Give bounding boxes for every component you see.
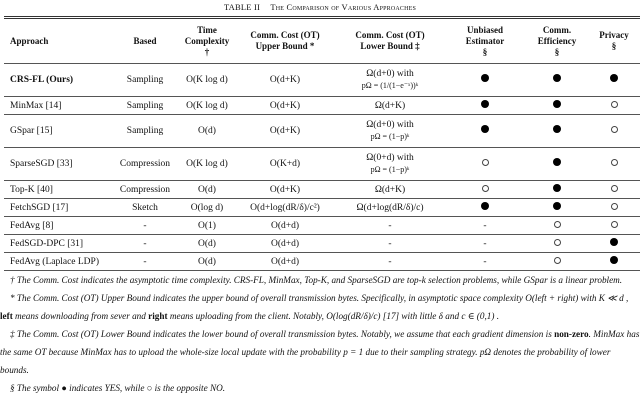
empty-circle-icon (611, 203, 618, 210)
note-text: * The Comm. Cost (OT) Upper Bound indicates the upper bound of overall transmission bytes. Specifically, in asymptotic space complexity O(left + right) with K ≪ d , (10, 293, 629, 303)
time-complexity-cell: O(d) (198, 184, 216, 195)
note-text: ‡ The Comm. Cost (OT) Lower Bound indicates the lower bound of overall transmission bytes. Notably, we assume that each gradient dimension is (10, 329, 555, 339)
unbiased-cell: - (483, 238, 487, 249)
efficiency-cell (526, 253, 588, 271)
empty-circle-icon (554, 239, 561, 246)
column-header (444, 18, 526, 64)
header-text: Based (133, 35, 157, 46)
privacy-cell (588, 199, 640, 217)
approach-cell: CRS-FL (Ours) (10, 75, 74, 85)
header-text: Lower Bound ‡ (360, 41, 420, 51)
upper-bound-cell: O(d+K) (269, 184, 301, 195)
approach-cell: GSpar [15] (10, 126, 53, 136)
based-cell: Compression (119, 184, 171, 195)
lower-bound-probability: pΩ = (1−p)ᵏ (370, 165, 410, 174)
privacy-cell (588, 253, 640, 271)
time-complexity-cell: O(d) (198, 238, 216, 249)
lower-bound-cell (336, 181, 444, 199)
filled-circle-icon (610, 74, 618, 82)
filled-circle-icon (553, 125, 561, 133)
table-row (4, 235, 640, 253)
lower-bound-cell (336, 199, 444, 217)
unbiased-cell (444, 115, 526, 148)
upper-bound-cell: O(d+d) (270, 238, 300, 249)
approach-cell: SparseSGD [33] (10, 159, 73, 169)
note-bold: right (148, 311, 168, 321)
filled-circle-icon (553, 100, 561, 108)
lower-bound-text: - (388, 220, 392, 231)
table-label: TABLE II (223, 2, 261, 12)
footnote-asterisk (0, 289, 640, 325)
unbiased-cell (444, 97, 526, 115)
filled-circle-icon (610, 238, 618, 246)
efficiency-cell (526, 115, 588, 148)
time-complexity-cell: O(K log d) (186, 159, 228, 169)
header-text: Privacy (599, 30, 629, 40)
based-cell: Sampling (126, 75, 164, 85)
unbiased-cell (444, 199, 526, 217)
lower-bound-cell (336, 235, 444, 253)
empty-circle-icon (611, 101, 618, 108)
table-row (4, 148, 640, 181)
filled-circle-icon (553, 184, 561, 192)
lower-bound-text: Ω(d+0) with (366, 120, 414, 130)
header-text: § (554, 46, 560, 57)
lower-bound-probability: pΩ = (1−p)ᵏ (370, 132, 410, 141)
filled-circle-icon (553, 74, 561, 82)
approach-cell: Top-K [40] (10, 184, 53, 195)
time-complexity-cell: O(K log d) (186, 100, 228, 111)
header-text: § (611, 41, 617, 51)
header-text: Complexity (184, 35, 230, 46)
privacy-cell (588, 64, 640, 97)
empty-circle-icon (611, 126, 618, 133)
column-header (4, 18, 110, 64)
table-row (4, 253, 640, 271)
header-text: Comm. Cost (OT) (355, 30, 425, 40)
upper-bound-cell: O(d+K) (269, 75, 301, 85)
column-header (526, 18, 588, 64)
table-row (4, 199, 640, 217)
time-complexity-cell: O(d) (198, 256, 216, 267)
lower-bound-text: - (388, 256, 392, 267)
filled-circle-icon (553, 158, 561, 166)
privacy-cell (588, 148, 640, 181)
unbiased-cell: - (483, 220, 487, 231)
lower-bound-text: Ω(d+K) (374, 184, 406, 195)
approach-cell: FedAvg [8] (10, 220, 54, 231)
based-cell: - (143, 256, 147, 267)
table-row (4, 97, 640, 115)
header-text: Comm. Cost (OT) (250, 30, 320, 40)
approach-cell: FedSGD-DPC [31] (10, 238, 84, 249)
based-cell: Sketch (132, 202, 158, 213)
table-row (4, 64, 640, 97)
upper-bound-cell: O(K+d) (269, 159, 301, 169)
footnotes (0, 271, 640, 397)
comparison-table (4, 16, 640, 271)
filled-circle-icon (481, 74, 489, 82)
efficiency-cell (526, 148, 588, 181)
lower-bound-text: Ω(0+d) with (366, 153, 414, 163)
unbiased-cell (444, 64, 526, 97)
lower-bound-cell (336, 97, 444, 115)
time-complexity-cell: O(d) (198, 126, 216, 136)
based-cell: Sampling (126, 100, 164, 111)
header-text: § (482, 46, 488, 57)
lower-bound-text: Ω(d+K) (374, 100, 406, 111)
header-row (4, 18, 640, 64)
header-text: † (204, 46, 210, 57)
upper-bound-cell: O(d+d) (270, 220, 300, 231)
header-text: Approach (10, 35, 49, 46)
efficiency-cell (526, 235, 588, 253)
empty-circle-icon (554, 257, 561, 264)
column-header (234, 18, 336, 64)
filled-circle-icon (553, 202, 561, 210)
lower-bound-cell (336, 253, 444, 271)
privacy-cell (588, 217, 640, 235)
header-text: Comm. (542, 24, 572, 35)
footnote-double-dagger (0, 325, 640, 379)
header-text: Unbiased (466, 24, 503, 35)
efficiency-cell (526, 199, 588, 217)
note-text: means downloading from sever and (12, 311, 149, 321)
column-header (336, 18, 444, 64)
header-text: Time (197, 24, 217, 35)
lower-bound-text: Ω(d+0) with (366, 69, 414, 79)
empty-circle-icon (482, 159, 489, 166)
time-complexity-cell: O(K log d) (186, 75, 228, 85)
unbiased-cell (444, 181, 526, 199)
lower-bound-text: - (388, 238, 392, 249)
table-row (4, 181, 640, 199)
note-bold: left (0, 311, 13, 321)
empty-circle-icon (554, 221, 561, 228)
empty-circle-icon (611, 185, 618, 192)
approach-cell: FetchSGD [17] (10, 202, 69, 213)
lower-bound-probability: pΩ = (1/(1−e⁻ˣ))ᵏ (361, 81, 419, 90)
upper-bound-cell: O(d+K) (269, 126, 301, 136)
approach-cell: FedAvg (Laplace LDP) (10, 256, 99, 267)
based-cell: - (143, 220, 147, 231)
filled-circle-icon (481, 100, 489, 108)
privacy-cell (588, 115, 640, 148)
table-row (4, 217, 640, 235)
privacy-cell (588, 181, 640, 199)
table-body (4, 64, 640, 271)
filled-circle-icon (481, 202, 489, 210)
header-text: Estimator (465, 35, 505, 46)
privacy-cell (588, 97, 640, 115)
efficiency-cell (526, 181, 588, 199)
upper-bound-cell: O(d+K) (269, 100, 301, 111)
upper-bound-cell: O(d+d) (270, 256, 300, 267)
lower-bound-cell (336, 148, 444, 181)
header-text: Upper Bound * (255, 41, 315, 51)
empty-circle-icon (482, 185, 489, 192)
lower-bound-cell (336, 217, 444, 235)
lower-bound-cell (336, 64, 444, 97)
lower-bound-cell (336, 115, 444, 148)
efficiency-cell (526, 217, 588, 235)
upper-bound-cell: O(d+log(dR/δ)/c²) (250, 202, 320, 213)
time-complexity-cell: O(log d) (190, 202, 224, 213)
footnote-section: § The symbol ● indicates YES, while ○ is the opposite NO. (10, 383, 226, 393)
empty-circle-icon (611, 159, 618, 166)
unbiased-cell (444, 148, 526, 181)
column-header (180, 18, 234, 64)
based-cell: - (143, 238, 147, 249)
column-header (110, 18, 180, 64)
lower-bound-text: Ω(d+log(dR/δ)/c) (356, 202, 424, 213)
column-header (588, 18, 640, 64)
filled-circle-icon (610, 256, 618, 264)
based-cell: Compression (119, 159, 171, 169)
based-cell: Sampling (126, 126, 164, 136)
privacy-cell (588, 235, 640, 253)
efficiency-cell (526, 97, 588, 115)
unbiased-cell: - (483, 256, 487, 267)
header-text: Efficiency (537, 35, 577, 46)
table-title: The Comparison of Various Approaches (270, 2, 417, 12)
note-bold: non-zero (554, 329, 589, 339)
note-text: . MinMax has the same OT because MinMax has to upload the whole-size local update with the probability p = 1 due to their sampling strategy. pΩ denotes the probability of lower bounds. (0, 329, 640, 375)
approach-cell: MinMax [14] (10, 100, 62, 111)
note-text: means uploading from the client. Notably, O(log(dR/δ)/c) [17] with little δ and c ∈ (0,1) . (167, 311, 499, 321)
table-row (4, 115, 640, 148)
efficiency-cell (526, 64, 588, 97)
table-caption (0, 2, 640, 12)
time-complexity-cell: O(1) (198, 220, 216, 231)
footnote-dagger: † The Comm. Cost indicates the asymptotic time complexity. CRS-FL, MinMax, Top-K, and SparseSGD are top-k selection problems, while GSpar is a linear problem. (10, 275, 623, 285)
empty-circle-icon (611, 221, 618, 228)
filled-circle-icon (481, 125, 489, 133)
